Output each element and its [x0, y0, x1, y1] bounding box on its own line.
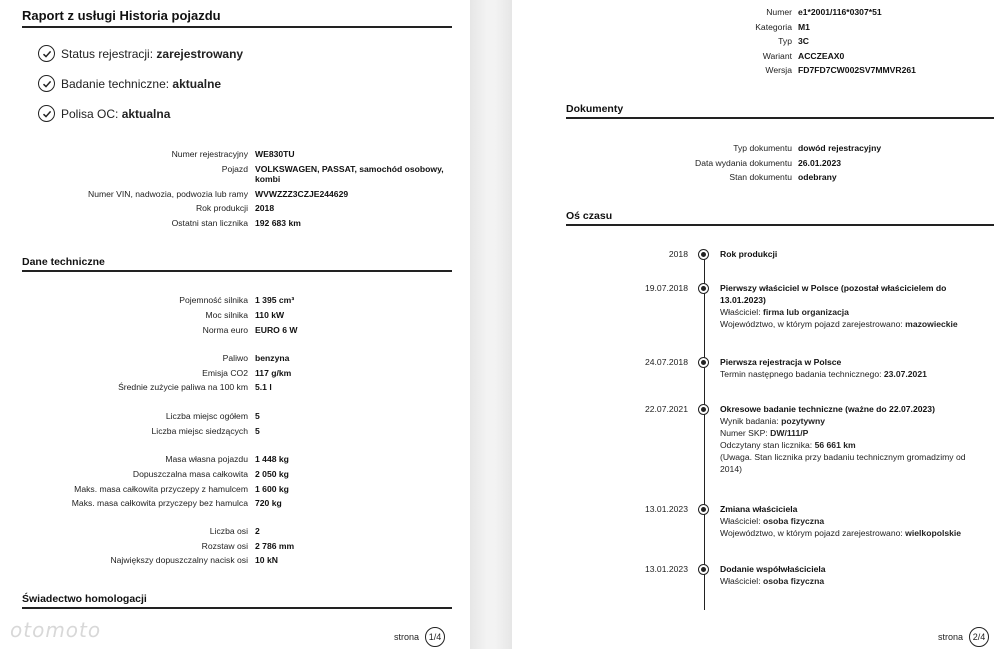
status-registration — [38, 45, 243, 62]
timeline-event — [720, 282, 990, 330]
watermark-logo: otomoto — [10, 618, 102, 642]
timeline-dot-icon — [698, 357, 709, 368]
kv-value: EURO 6 W — [255, 325, 298, 335]
kv-key: Liczba miejsc ogółem — [165, 411, 248, 421]
kv-value: kombi — [255, 174, 281, 184]
kv-key: Numer — [766, 7, 792, 17]
kv-value: 720 kg — [255, 498, 282, 508]
event-line: Wynik badania: pozytywny — [720, 416, 826, 426]
timeline-date: 19.07.2018 — [644, 283, 688, 293]
kv-key: Paliwo — [222, 353, 248, 363]
kv-key: Moc silnika — [205, 310, 248, 320]
kv-key: Stan dokumentu — [729, 172, 792, 182]
timeline-date: 24.07.2018 — [644, 357, 688, 367]
status-value: aktualna — [121, 106, 171, 121]
timeline-dot-icon — [698, 249, 709, 260]
timeline-date: 22.07.2021 — [644, 404, 688, 414]
page-gutter — [470, 0, 512, 649]
timeline-date: 13.01.2023 — [644, 504, 688, 514]
kv-value: 26.01.2023 — [798, 158, 842, 168]
event-line: Właściciel: osoba fizyczna — [720, 576, 825, 586]
page-number-1 — [394, 627, 445, 647]
event-line: (Uwaga. Stan licznika przy badaniu technicznym gromadzimy od — [720, 452, 966, 462]
event-title: Dodanie współwłaściciela — [720, 564, 826, 574]
timeline-event — [720, 248, 990, 260]
kv-key: Numer VIN, nadwozia, podwozia lub ramy — [87, 189, 248, 199]
event-line: Odczytany stan licznika: 56 661 km — [720, 440, 856, 450]
kv-key: Średnie zużycie paliwa na 100 km — [118, 382, 248, 392]
kv-value: dowód rejestracyjny — [798, 143, 882, 153]
kv-value: VOLKSWAGEN, PASSAT, samochód osobowy, — [255, 164, 444, 174]
page-number: 2/4 — [969, 627, 989, 647]
kv-key: Typ dokumentu — [733, 143, 792, 153]
kv-value: 10 kN — [255, 555, 278, 565]
timeline-dot-icon — [698, 564, 709, 575]
event-title: Pierwsza rejestracja w Polsce — [720, 357, 842, 367]
title-rule — [22, 26, 452, 28]
kv-value: 1 395 cm³ — [255, 295, 295, 305]
kv-value: WVWZZZ3CZJE244629 — [255, 189, 349, 199]
kv-key: Liczba miejsc siedzących — [151, 426, 248, 436]
kv-key: Rozstaw osi — [201, 541, 248, 551]
event-title-cont: 13.01.2023) — [720, 295, 766, 305]
timeline-axis — [704, 254, 705, 610]
kv-key: Wariant — [762, 51, 792, 61]
kv-key: Pojazd — [221, 164, 248, 174]
event-line: Właściciel: firma lub organizacja — [720, 307, 849, 317]
timeline-date: 2018 — [668, 249, 688, 259]
check-circle-icon — [38, 75, 55, 92]
page-number: 1/4 — [425, 627, 445, 647]
timeline-dot-icon — [698, 404, 709, 415]
kv-value: 5 — [255, 426, 260, 436]
kv-key: Masa własna pojazdu — [165, 454, 248, 464]
kv-value: 1 448 kg — [255, 454, 289, 464]
page-label: strona — [394, 632, 420, 642]
check-circle-icon — [38, 45, 55, 62]
homolog-section-title: Świadectwo homologacji — [22, 593, 147, 605]
kv-value: 2 — [255, 526, 260, 536]
event-title: Rok produkcji — [720, 249, 778, 259]
event-title: Pierwszy właściciel w Polsce (pozostał właścicielem do — [720, 283, 947, 293]
timeline-dot-icon — [698, 504, 709, 515]
kv-key: Wersja — [765, 65, 792, 75]
tech-rule — [22, 270, 452, 272]
event-line: Termin następnego badania technicznego: 23.07.2021 — [720, 369, 927, 379]
kv-value: 192 683 km — [255, 218, 301, 228]
kv-value: e1*2001/116*0307*51 — [798, 7, 882, 17]
kv-value: 5.1 l — [255, 382, 272, 392]
status-insurance — [38, 105, 170, 122]
timeline-section-title: Oś czasu — [566, 210, 613, 222]
docs-rule — [566, 117, 994, 119]
kv-key: Numer rejestracyjny — [171, 149, 248, 159]
kv-value: 2018 — [255, 203, 275, 213]
status-value: aktualne — [172, 76, 222, 91]
kv-key: Kategoria — [755, 22, 792, 32]
kv-key: Pojemność silnika — [179, 295, 248, 305]
kv-value: WE830TU — [255, 149, 295, 159]
event-line: Właściciel: osoba fizyczna — [720, 516, 825, 526]
check-circle-icon — [38, 105, 55, 122]
kv-key: Rok produkcji — [195, 203, 248, 213]
kv-key: Liczba osi — [209, 526, 248, 536]
timeline-rule — [566, 224, 994, 226]
status-label: Badanie techniczne: — [61, 76, 170, 91]
report-title: Raport z usługi Historia pojazdu — [22, 8, 221, 23]
homolog-rule — [22, 607, 452, 609]
kv-key: Największy dopuszczalny nacisk osi — [110, 555, 248, 565]
kv-value: ACCZEAX0 — [798, 51, 845, 61]
timeline-dot-icon — [698, 283, 709, 294]
kv-key: Typ — [778, 36, 792, 46]
event-line: Województwo, w którym pojazd zarejestrowano: wielkopolskie — [720, 528, 962, 538]
kv-key: Norma euro — [202, 325, 248, 335]
kv-key: Emisja CO2 — [202, 368, 248, 378]
kv-key: Maks. masa całkowita przyczepy z hamulcem — [74, 484, 248, 494]
docs-section-title: Dokumenty — [566, 103, 624, 115]
event-title: Zmiana właściciela — [720, 504, 798, 514]
tech-section-title: Dane techniczne — [22, 256, 105, 268]
kv-key: Data wydania dokumentu — [695, 158, 792, 168]
page-label: strona — [938, 632, 964, 642]
kv-key: Ostatni stan licznika — [171, 218, 248, 228]
timeline-event — [720, 503, 990, 539]
kv-value: 1 600 kg — [255, 484, 289, 494]
kv-value: 110 kW — [255, 310, 285, 320]
page-number-2 — [938, 627, 989, 647]
kv-value: benzyna — [255, 353, 290, 363]
kv-value: FD7FD7CW002SV7MMVR261 — [798, 65, 916, 75]
kv-value: 2 786 mm — [255, 541, 295, 551]
status-inspection — [38, 75, 221, 92]
kv-value: 5 — [255, 411, 260, 421]
status-label: Status rejestracji: — [61, 46, 154, 61]
event-line: 2014) — [720, 464, 742, 474]
event-line: Numer SKP: DW/111/P — [720, 428, 809, 438]
status-label: Polisa OC: — [61, 106, 119, 121]
kv-key: Dopuszczalna masa całkowita — [132, 469, 248, 479]
timeline-event — [720, 403, 990, 475]
kv-value: M1 — [798, 22, 810, 32]
report-page-1 — [0, 0, 470, 649]
timeline-event — [720, 356, 990, 380]
event-title: Okresowe badanie techniczne (ważne do 22.07.2023) — [720, 404, 935, 414]
kv-key: Maks. masa całkowita przyczepy bez hamulca — [71, 498, 248, 508]
timeline-date: 13.01.2023 — [644, 564, 688, 574]
timeline-event — [720, 563, 990, 587]
kv-value: odebrany — [798, 172, 837, 182]
kv-value: 2 050 kg — [255, 469, 289, 479]
status-value: zarejestrowany — [156, 46, 244, 61]
kv-value: 3C — [798, 36, 809, 46]
event-line: Województwo, w którym pojazd zarejestrowano: mazowieckie — [720, 319, 958, 329]
kv-value: 117 g/km — [255, 368, 292, 378]
